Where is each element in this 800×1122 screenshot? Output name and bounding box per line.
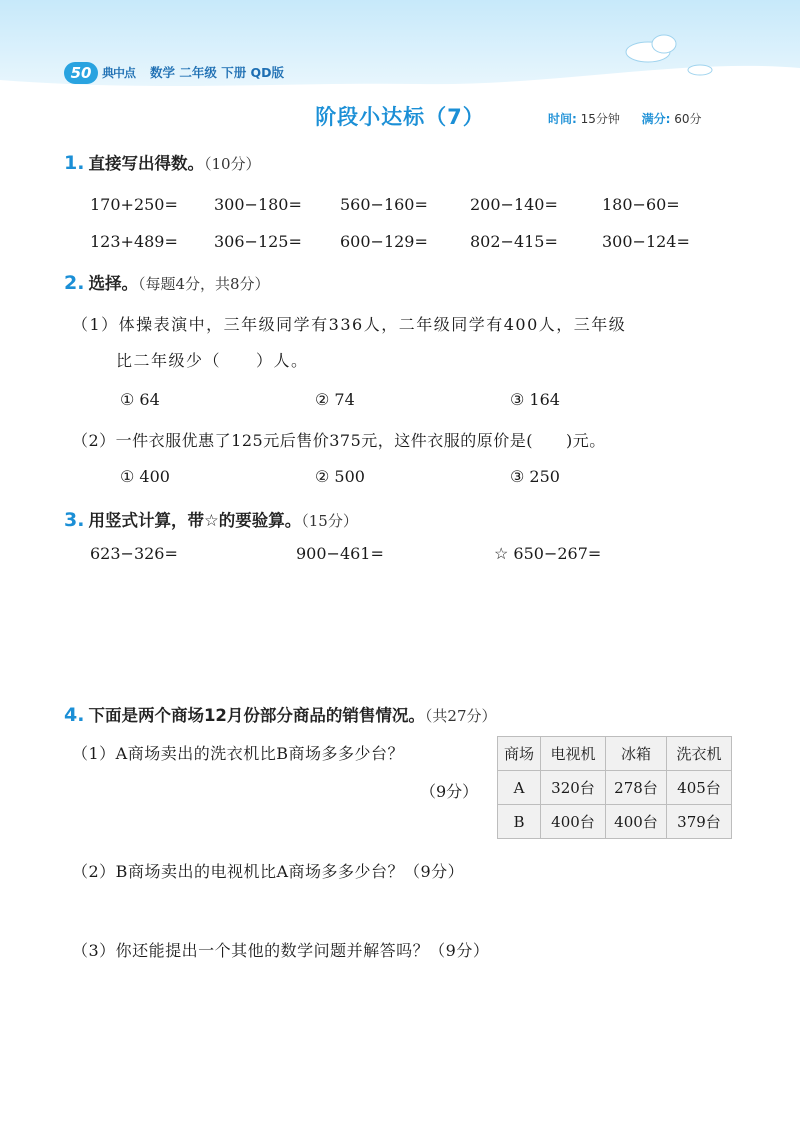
q4-points: （共27分）	[424, 707, 497, 725]
q3-points: （15分）	[301, 512, 358, 530]
page-title: 阶段小达标（7）	[315, 105, 485, 129]
q2-sub1-line1: （1）体操表演中，三年级同学有336人，二年级同学有400人，三年级	[72, 315, 627, 334]
q2-sub1-line2: 比二年级少（ ）人。	[116, 351, 309, 370]
table-cell: 405台	[667, 771, 732, 805]
q3-number: 3.	[64, 509, 85, 531]
q2-points: （每题4分，共8分）	[137, 275, 270, 293]
table-row	[498, 771, 732, 805]
sales-table	[497, 736, 732, 839]
q2-sub1-option-3: ③ 164	[510, 390, 560, 409]
q3-expr: 623−326=	[90, 544, 178, 563]
table-row	[498, 805, 732, 839]
q3-heading	[64, 507, 358, 531]
header-band	[0, 0, 800, 100]
q1-expr: 802−415=	[470, 232, 558, 251]
page-number-badge: 50	[64, 62, 98, 84]
table-cell: 379台	[667, 805, 732, 839]
brand-logo: 典中点	[102, 66, 136, 80]
q2-sub2-option-1: ① 400	[120, 467, 170, 486]
q1-expr: 560−160=	[340, 195, 428, 214]
q1-expr: 200−140=	[470, 195, 558, 214]
q4-heading	[64, 702, 497, 726]
q1-points: （10分）	[203, 155, 261, 173]
q1-expr: 300−124=	[602, 232, 690, 251]
score-value: 60分	[674, 112, 702, 126]
q1-expr: 123+489=	[90, 232, 178, 251]
q1-text: 直接写出得数。	[88, 154, 204, 173]
q2-sub2-line1: （2）一件衣服优惠了125元后售价375元，这件衣服的原价是( )元。	[72, 431, 606, 450]
table-cell: B	[498, 805, 541, 839]
q1-expr: 306−125=	[214, 232, 302, 251]
q3-text: 用竖式计算，带☆的要验算。	[88, 511, 302, 530]
book-info: 数学 二年级 下册 QD版	[150, 65, 285, 80]
q2-number: 2.	[64, 272, 85, 294]
q4-sub3: （3）你还能提出一个其他的数学问题并解答吗？（9分）	[72, 941, 490, 960]
exam-meta	[548, 110, 702, 127]
q4-sub1-points: （9分）	[420, 782, 479, 801]
q1-expr: 300−180=	[214, 195, 302, 214]
table-cell: 320台	[541, 771, 606, 805]
q4-text: 下面是两个商场12月份部分商品的销售情况。	[88, 706, 425, 725]
q2-sub1-option-1: ① 64	[120, 390, 160, 409]
table-cell: 400台	[541, 805, 606, 839]
table-header-cell: 商场	[498, 737, 541, 771]
table-cell: 278台	[606, 771, 667, 805]
time-value: 15分钟	[580, 112, 620, 126]
time-label: 时间:	[548, 112, 577, 126]
score-label: 满分:	[641, 112, 671, 126]
q2-sub1-option-2: ② 74	[315, 390, 355, 409]
q2-heading	[64, 270, 270, 294]
q2-text: 选择。	[88, 274, 138, 293]
q4-sub1: （1）A商场卖出的洗衣机比B商场多多少台？	[72, 744, 404, 763]
q4-number: 4.	[64, 704, 85, 726]
table-header-row	[498, 737, 732, 771]
q3-expr: ☆ 650−267=	[494, 544, 602, 563]
q1-number: 1.	[64, 152, 85, 174]
q3-expr: 900−461=	[296, 544, 384, 563]
q4-sub2: （2）B商场卖出的电视机比A商场多多少台？（9分）	[72, 862, 465, 881]
table-header-cell: 冰箱	[606, 737, 667, 771]
q2-sub2-option-2: ② 500	[315, 467, 365, 486]
table-cell: 400台	[606, 805, 667, 839]
q1-expr: 170+250=	[90, 195, 178, 214]
table-header-cell: 洗衣机	[667, 737, 732, 771]
table-cell: A	[498, 771, 541, 805]
q1-expr: 180−60=	[602, 195, 680, 214]
table-header-cell: 电视机	[541, 737, 606, 771]
q1-expr: 600−129=	[340, 232, 428, 251]
q1-heading	[64, 150, 261, 174]
q2-sub2-option-3: ③ 250	[510, 467, 560, 486]
